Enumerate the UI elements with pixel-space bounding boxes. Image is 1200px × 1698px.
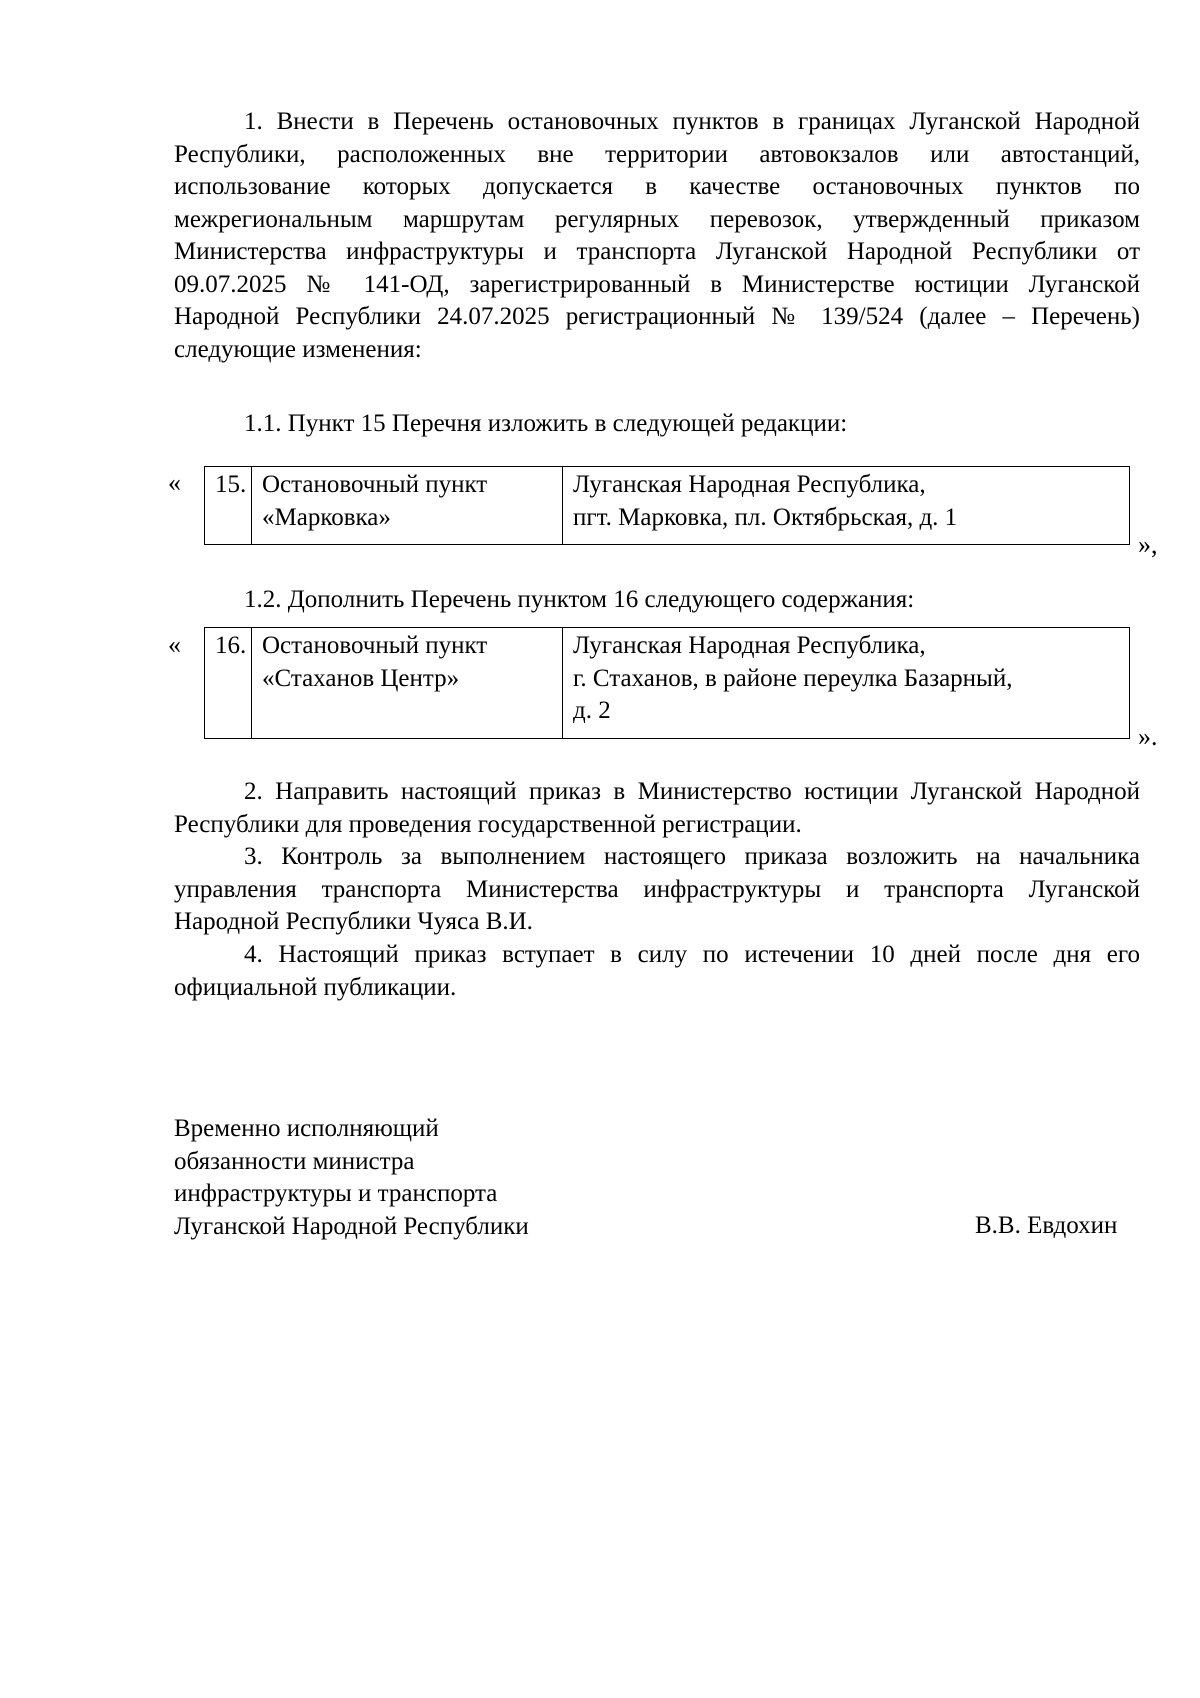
table1-close-quote: », bbox=[1138, 530, 1158, 559]
table1-address: Луганская Народная Республика, пгт. Марковка, пл. Октябрьская, д. 1 bbox=[563, 467, 1130, 545]
table2-number: 16. bbox=[205, 628, 252, 739]
amendment-table-2 bbox=[204, 627, 1130, 739]
table2-address: Луганская Народная Республика, г. Стаханов, в районе переулка Базарный, д. 2 bbox=[563, 628, 1130, 739]
table-row bbox=[205, 628, 1130, 739]
table2-open-quote: « bbox=[168, 630, 181, 659]
paragraph-4-text: 4. Настоящий приказ вступает в силу по истечении 10 дней после дня его официальной публикации. bbox=[174, 941, 1140, 1001]
table2-stop-name: Остановочный пункт «Стаханов Центр» bbox=[252, 628, 563, 739]
paragraph-2-text: 2. Направить настоящий приказ в Министерство юстиции Луганской Народной Республики для проведения государственной регистрации. bbox=[174, 778, 1140, 838]
paragraph-4 bbox=[174, 939, 1140, 1004]
table1-open-quote: « bbox=[168, 468, 181, 497]
table1-stop-name: Остановочный пункт «Марковка» bbox=[252, 467, 563, 545]
table1-number: 15. bbox=[205, 467, 252, 545]
table-row bbox=[205, 467, 1130, 545]
signatory-name: В.В. Евдохин bbox=[975, 1212, 1118, 1239]
paragraph-1-2-text: 1.2. Дополнить Перечень пунктом 16 следующего содержания: bbox=[244, 586, 915, 613]
amendment-table-1 bbox=[204, 466, 1130, 545]
paragraph-1 bbox=[174, 106, 1140, 366]
table2-close-quote: ». bbox=[1138, 722, 1158, 751]
paragraph-1-text: 1. Внести в Перечень остановочных пунктов в границах Луганской Народной Республики, расположенных вне территории автовокзалов или автостанций, использование которых допускается в качестве остановочных пунктов по межрегиональным маршрутам регулярных перевозок, утвержденный приказом Министерства инфраструктуры и транспорта Луганской Народной Республики от 09.07.2025 № 141-ОД, зарегистрированный в Министерстве юстиции Луганской Народной Республики 24.07.2025 регистрационный № 139/524 (далее – Перечень) следующие изменения: bbox=[174, 108, 1140, 363]
paragraph-1-2 bbox=[174, 584, 1140, 617]
paragraph-1-1-text: 1.1. Пункт 15 Перечня изложить в следующей редакции: bbox=[244, 410, 848, 437]
paragraph-2 bbox=[174, 776, 1140, 841]
paragraph-1-1 bbox=[174, 408, 1140, 441]
signature-title: Временно исполняющий обязанности министра инфраструктуры и транспорта Луганской Народной Республики bbox=[174, 1115, 529, 1240]
paragraph-3-text: 3. Контроль за выполнением настоящего приказа возложить на начальника управления транспорта Министерства инфраструктуры и транспорта Луганской Народной Республики Чуяса В.И. bbox=[174, 843, 1140, 935]
paragraph-3 bbox=[174, 841, 1140, 939]
